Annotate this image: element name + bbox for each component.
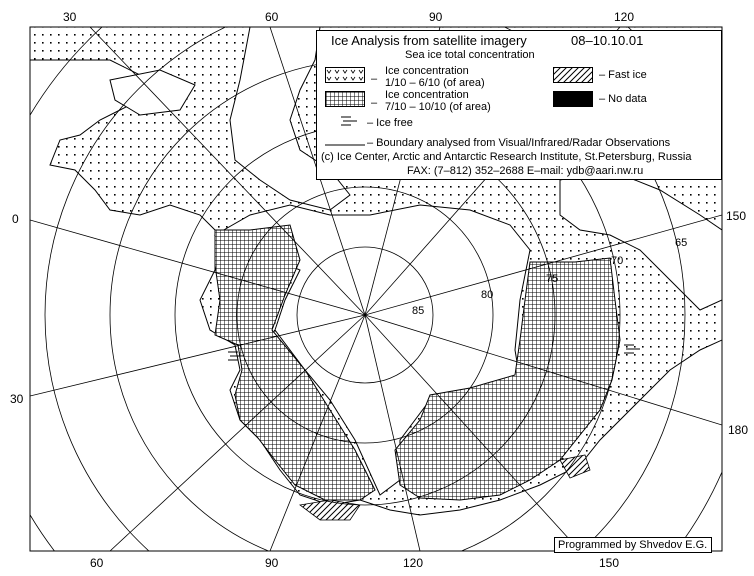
programmer-credit: Programmed by Shvedov E.G. (554, 537, 712, 553)
latitude-label: 75 (546, 273, 559, 285)
longitude-label-bottom: 90 (265, 556, 279, 570)
legend-swatch-low-concentration (325, 67, 365, 83)
legend-swatch-fast-ice (553, 67, 593, 83)
longitude-label-left: 30 (10, 392, 24, 406)
legend-no-data: – No data (599, 93, 647, 105)
longitude-label-left: 0 (12, 212, 19, 226)
legend-dash: – (371, 97, 378, 109)
chart-date: 08–10.10.01 (571, 33, 644, 48)
longitude-label-top: 90 (429, 10, 443, 24)
legend-high-concentration-line2: 7/10 – 10/10 (of area) (385, 101, 491, 113)
longitude-label-bottom: 150 (599, 556, 620, 570)
legend-swatch-no-data (553, 91, 593, 107)
legend-ice-free-symbol (339, 115, 363, 127)
latitude-label: 80 (481, 289, 494, 301)
legend-ice-free: – Ice free (367, 117, 413, 129)
longitude-label-right: 150 (726, 209, 747, 223)
legend-panel (316, 30, 722, 180)
legend-fast-ice: – Fast ice (599, 69, 647, 81)
longitude-label-right: 180 (728, 423, 749, 437)
credits-institute: (c) Ice Center, Arctic and Antarctic Research Institute, St.Petersburg, Russia (321, 151, 692, 163)
latitude-label: 65 (675, 237, 688, 249)
legend-high-concentration-line1: Ice concentration (385, 89, 469, 101)
legend-boundary-line (325, 142, 365, 148)
latitude-label: 70 (611, 255, 624, 267)
longitude-label-bottom: 60 (90, 556, 104, 570)
longitude-label-top: 60 (265, 10, 279, 24)
legend-dash: – (371, 73, 378, 85)
chart-title: Ice Analysis from satellite imagery (331, 33, 527, 48)
legend-boundary: – Boundary analysed from Visual/Infrared/Radar Observations (367, 137, 671, 149)
longitude-label-top: 120 (614, 10, 635, 24)
legend-low-concentration-line2: 1/10 – 6/10 (of area) (385, 77, 485, 89)
longitude-label-top: 30 (63, 10, 77, 24)
latitude-label: 85 (412, 305, 425, 317)
chart-subtitle: Sea ice total concentration (405, 49, 535, 61)
legend-swatch-high-concentration (325, 91, 365, 107)
longitude-label-bottom: 120 (403, 556, 424, 570)
legend-low-concentration-line1: Ice concentration (385, 65, 469, 77)
credits-contact: FAX: (7–812) 352–2688 E–mail: ydb@aari.nw.ru (407, 165, 644, 177)
